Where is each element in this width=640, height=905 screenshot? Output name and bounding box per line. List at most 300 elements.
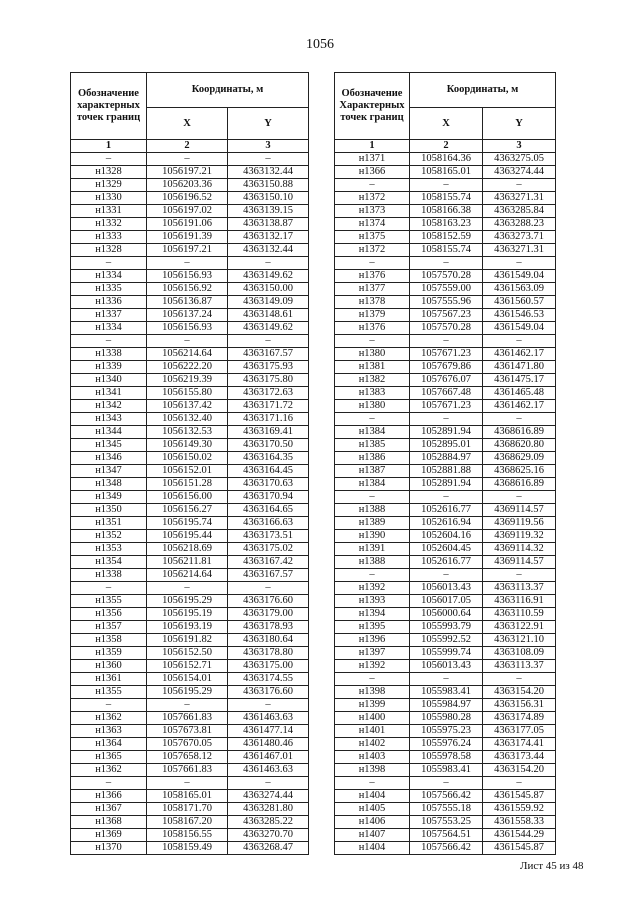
x-coordinate-cell: 1055980.28 xyxy=(410,712,483,725)
point-id-cell: – xyxy=(71,699,147,712)
point-id-cell: н1376 xyxy=(335,322,410,335)
point-id-cell: н1356 xyxy=(71,608,147,621)
table-row xyxy=(71,218,309,231)
x-coordinate-cell: 1056219.39 xyxy=(147,374,228,387)
y-coordinate-cell: – xyxy=(483,413,556,426)
table-row xyxy=(71,790,309,803)
point-id-cell: н1350 xyxy=(71,504,147,517)
point-id-cell: н1398 xyxy=(335,686,410,699)
table-row xyxy=(71,621,309,634)
y-coordinate-cell: 4363271.31 xyxy=(483,192,556,205)
point-id-cell: н1362 xyxy=(71,764,147,777)
point-id-cell: н1399 xyxy=(335,699,410,712)
point-id-cell: н1351 xyxy=(71,517,147,530)
y-coordinate-cell: 4368616.89 xyxy=(483,478,556,491)
table-row xyxy=(335,478,556,491)
table-row xyxy=(71,660,309,673)
y-coordinate-cell: 4363139.15 xyxy=(228,205,309,218)
y-coordinate-cell: 4363268.47 xyxy=(228,842,309,855)
point-id-cell: н1348 xyxy=(71,478,147,491)
y-coordinate-cell: 4363108.09 xyxy=(483,647,556,660)
y-coordinate-cell: 4363174.41 xyxy=(483,738,556,751)
point-id-cell: – xyxy=(71,257,147,270)
point-id-cell: н1358 xyxy=(71,634,147,647)
point-id-cell: н1373 xyxy=(335,205,410,218)
table-row xyxy=(71,816,309,829)
table-row xyxy=(71,205,309,218)
table-row xyxy=(335,374,556,387)
x-coordinate-cell: 1052891.94 xyxy=(410,478,483,491)
x-coordinate-cell: 1056150.02 xyxy=(147,452,228,465)
y-coordinate-cell: 4363154.20 xyxy=(483,686,556,699)
table-row xyxy=(71,257,309,270)
table-row xyxy=(335,465,556,478)
x-coordinate-cell: – xyxy=(410,179,483,192)
x-coordinate-cell: – xyxy=(410,257,483,270)
x-coordinate-cell: 1057566.42 xyxy=(410,790,483,803)
table-row xyxy=(335,452,556,465)
x-coordinate-cell: 1055984.97 xyxy=(410,699,483,712)
table-row xyxy=(335,270,556,283)
table-row xyxy=(71,348,309,361)
point-id-cell: н1352 xyxy=(71,530,147,543)
y-coordinate-cell: – xyxy=(483,179,556,192)
x-coordinate-cell: 1058152.59 xyxy=(410,231,483,244)
x-coordinate-cell: 1056013.43 xyxy=(410,660,483,673)
table-row xyxy=(335,322,556,335)
y-coordinate-cell: 4363121.10 xyxy=(483,634,556,647)
x-coordinate-cell: 1052616.77 xyxy=(410,504,483,517)
table-row xyxy=(335,712,556,725)
y-coordinate-cell: 4369114.32 xyxy=(483,543,556,556)
x-coordinate-cell: 1056195.29 xyxy=(147,686,228,699)
table-row xyxy=(335,699,556,712)
y-coordinate-cell: – xyxy=(483,335,556,348)
y-coordinate-cell: 4363274.44 xyxy=(228,790,309,803)
x-coordinate-cell: 1055999.74 xyxy=(410,647,483,660)
y-coordinate-cell: 4361560.57 xyxy=(483,296,556,309)
table-row xyxy=(335,686,556,699)
x-coordinate-cell: 1056197.21 xyxy=(147,166,228,179)
x-coordinate-cell: 1058156.55 xyxy=(147,829,228,842)
point-id-cell: н1392 xyxy=(335,582,410,595)
point-id-cell: н1404 xyxy=(335,790,410,803)
x-coordinate-cell: 1056191.06 xyxy=(147,218,228,231)
y-coordinate-cell: 4363170.50 xyxy=(228,439,309,452)
header-coordinates: Координаты, м xyxy=(147,73,309,108)
x-coordinate-cell: 1056152.71 xyxy=(147,660,228,673)
x-coordinate-cell: 1052616.94 xyxy=(410,517,483,530)
header-coordinates: Координаты, м xyxy=(410,73,556,108)
x-coordinate-cell: 1057555.96 xyxy=(410,296,483,309)
x-coordinate-cell: – xyxy=(410,569,483,582)
point-id-cell: – xyxy=(71,153,147,166)
point-id-cell: н1345 xyxy=(71,439,147,452)
table-row xyxy=(335,621,556,634)
y-coordinate-cell: 4361480.46 xyxy=(228,738,309,751)
x-coordinate-cell: 1058171.70 xyxy=(147,803,228,816)
x-coordinate-cell: 1052884.97 xyxy=(410,452,483,465)
table-row xyxy=(335,166,556,179)
x-coordinate-cell: 1056017.05 xyxy=(410,595,483,608)
y-coordinate-cell: 4363174.55 xyxy=(228,673,309,686)
y-coordinate-cell: 4363164.45 xyxy=(228,465,309,478)
point-id-cell: н1355 xyxy=(71,686,147,699)
y-coordinate-cell: 4363170.94 xyxy=(228,491,309,504)
point-id-cell: н1384 xyxy=(335,478,410,491)
point-id-cell: н1340 xyxy=(71,374,147,387)
table-row xyxy=(335,595,556,608)
x-coordinate-cell: 1057559.00 xyxy=(410,283,483,296)
y-coordinate-cell: 4363113.37 xyxy=(483,582,556,595)
x-coordinate-cell: 1056191.39 xyxy=(147,231,228,244)
y-coordinate-cell: – xyxy=(483,257,556,270)
y-coordinate-cell: 4363285.84 xyxy=(483,205,556,218)
point-id-cell: н1400 xyxy=(335,712,410,725)
y-coordinate-cell: 4363150.10 xyxy=(228,192,309,205)
header-x: X xyxy=(147,108,228,140)
point-id-cell: н1338 xyxy=(71,348,147,361)
point-id-cell: н1384 xyxy=(335,426,410,439)
x-coordinate-cell: 1057658.12 xyxy=(147,751,228,764)
y-coordinate-cell: 4363169.41 xyxy=(228,426,309,439)
y-coordinate-cell: 4361462.17 xyxy=(483,348,556,361)
table-row xyxy=(71,582,309,595)
point-id-cell: – xyxy=(71,335,147,348)
table-row xyxy=(335,179,556,192)
y-coordinate-cell: 4363270.70 xyxy=(228,829,309,842)
x-coordinate-cell: 1057676.07 xyxy=(410,374,483,387)
y-coordinate-cell: 4361467.01 xyxy=(228,751,309,764)
x-coordinate-cell: 1056195.44 xyxy=(147,530,228,543)
point-id-cell: н1341 xyxy=(71,387,147,400)
point-id-cell: н1367 xyxy=(71,803,147,816)
table-row xyxy=(71,413,309,426)
y-coordinate-cell: 4361463.63 xyxy=(228,712,309,725)
table-row xyxy=(335,400,556,413)
x-coordinate-cell: 1056197.02 xyxy=(147,205,228,218)
point-id-cell: н1372 xyxy=(335,192,410,205)
x-coordinate-cell: 1055978.58 xyxy=(410,751,483,764)
table-row xyxy=(335,634,556,647)
point-id-cell: н1336 xyxy=(71,296,147,309)
x-coordinate-cell: 1057671.23 xyxy=(410,348,483,361)
table-row xyxy=(335,660,556,673)
column-number: 3 xyxy=(483,140,556,153)
table-row xyxy=(335,257,556,270)
point-id-cell: н1395 xyxy=(335,621,410,634)
x-coordinate-cell: 1056203.36 xyxy=(147,179,228,192)
table-row xyxy=(335,816,556,829)
x-coordinate-cell: 1056136.87 xyxy=(147,296,228,309)
point-id-cell: н1362 xyxy=(71,712,147,725)
x-coordinate-cell: 1056214.64 xyxy=(147,348,228,361)
y-coordinate-cell: 4361559.92 xyxy=(483,803,556,816)
x-coordinate-cell: – xyxy=(147,335,228,348)
point-id-cell: н1372 xyxy=(335,244,410,257)
y-coordinate-cell: 4363175.00 xyxy=(228,660,309,673)
table-row xyxy=(335,829,556,842)
y-coordinate-cell: 4363116.91 xyxy=(483,595,556,608)
y-coordinate-cell: 4363154.20 xyxy=(483,764,556,777)
x-coordinate-cell: 1057673.81 xyxy=(147,725,228,738)
table-row xyxy=(71,426,309,439)
x-coordinate-cell: – xyxy=(147,777,228,790)
table-body-right xyxy=(335,153,556,855)
y-coordinate-cell: 4363164.35 xyxy=(228,452,309,465)
y-coordinate-cell: 4369119.56 xyxy=(483,517,556,530)
y-coordinate-cell: – xyxy=(228,335,309,348)
x-coordinate-cell: 1057555.18 xyxy=(410,803,483,816)
y-coordinate-cell: 4361545.87 xyxy=(483,842,556,855)
table-row xyxy=(335,673,556,686)
x-coordinate-cell: 1056156.00 xyxy=(147,491,228,504)
x-coordinate-cell: 1052616.77 xyxy=(410,556,483,569)
y-coordinate-cell: 4363176.60 xyxy=(228,686,309,699)
y-coordinate-cell: 4363138.87 xyxy=(228,218,309,231)
x-coordinate-cell: 1057564.51 xyxy=(410,829,483,842)
x-coordinate-cell: 1056152.01 xyxy=(147,465,228,478)
x-coordinate-cell: 1055992.52 xyxy=(410,634,483,647)
x-coordinate-cell: 1058165.01 xyxy=(147,790,228,803)
y-coordinate-cell: 4363110.59 xyxy=(483,608,556,621)
y-coordinate-cell: – xyxy=(483,673,556,686)
x-coordinate-cell: 1058163.23 xyxy=(410,218,483,231)
point-id-cell: н1338 xyxy=(71,569,147,582)
table-row xyxy=(71,842,309,855)
table-row xyxy=(71,439,309,452)
table-row xyxy=(335,803,556,816)
x-coordinate-cell: – xyxy=(410,777,483,790)
table-row xyxy=(71,179,309,192)
y-coordinate-cell: 4363173.51 xyxy=(228,530,309,543)
point-id-cell: н1375 xyxy=(335,231,410,244)
y-coordinate-cell: 4363273.71 xyxy=(483,231,556,244)
table-row xyxy=(335,582,556,595)
table-row xyxy=(335,205,556,218)
y-coordinate-cell: 4363132.17 xyxy=(228,231,309,244)
table-row xyxy=(335,153,556,166)
x-coordinate-cell: 1056137.24 xyxy=(147,309,228,322)
table-row xyxy=(71,491,309,504)
table-row xyxy=(335,764,556,777)
y-coordinate-cell: 4363122.91 xyxy=(483,621,556,634)
table-row xyxy=(71,361,309,374)
table-row xyxy=(71,543,309,556)
table-row xyxy=(71,296,309,309)
table-row xyxy=(71,322,309,335)
point-id-cell: н1335 xyxy=(71,283,147,296)
y-coordinate-cell: 4361465.48 xyxy=(483,387,556,400)
table-row xyxy=(335,296,556,309)
point-id-cell: – xyxy=(71,582,147,595)
table-row xyxy=(71,829,309,842)
table-row xyxy=(71,166,309,179)
table-row xyxy=(335,426,556,439)
table-row xyxy=(71,803,309,816)
y-coordinate-cell: 4363164.65 xyxy=(228,504,309,517)
table-row xyxy=(71,751,309,764)
point-id-cell: н1365 xyxy=(71,751,147,764)
x-coordinate-cell: 1058155.74 xyxy=(410,192,483,205)
point-id-cell: н1361 xyxy=(71,673,147,686)
y-coordinate-cell: 4363177.05 xyxy=(483,725,556,738)
table-row xyxy=(335,517,556,530)
y-coordinate-cell: 4363132.44 xyxy=(228,166,309,179)
x-coordinate-cell: 1052895.01 xyxy=(410,439,483,452)
x-coordinate-cell: 1057553.25 xyxy=(410,816,483,829)
y-coordinate-cell: 4363167.57 xyxy=(228,569,309,582)
x-coordinate-cell: 1058167.20 xyxy=(147,816,228,829)
table-row xyxy=(71,192,309,205)
y-coordinate-cell: 4361544.29 xyxy=(483,829,556,842)
point-id-cell: – xyxy=(335,569,410,582)
point-id-cell: – xyxy=(335,491,410,504)
y-coordinate-cell: – xyxy=(228,153,309,166)
x-coordinate-cell: 1057670.05 xyxy=(147,738,228,751)
y-coordinate-cell: 4363175.02 xyxy=(228,543,309,556)
y-coordinate-cell: 4368625.16 xyxy=(483,465,556,478)
y-coordinate-cell: 4363149.62 xyxy=(228,270,309,283)
y-coordinate-cell: 4363274.44 xyxy=(483,166,556,179)
y-coordinate-cell: 4363150.00 xyxy=(228,283,309,296)
y-coordinate-cell: 4369119.32 xyxy=(483,530,556,543)
point-id-cell: н1347 xyxy=(71,465,147,478)
table-row xyxy=(335,283,556,296)
point-id-cell: н1382 xyxy=(335,374,410,387)
table-row xyxy=(71,309,309,322)
table-body-left xyxy=(71,153,309,855)
table-row xyxy=(335,361,556,374)
x-coordinate-cell: – xyxy=(410,491,483,504)
y-coordinate-cell: 4361477.14 xyxy=(228,725,309,738)
point-id-cell: – xyxy=(335,777,410,790)
header-y: Y xyxy=(228,108,309,140)
table-row xyxy=(71,569,309,582)
column-number: 3 xyxy=(228,140,309,153)
coordinates-table-left xyxy=(70,72,309,855)
x-coordinate-cell: 1057661.83 xyxy=(147,712,228,725)
table-row xyxy=(335,218,556,231)
x-coordinate-cell: 1056154.01 xyxy=(147,673,228,686)
point-id-cell: н1388 xyxy=(335,556,410,569)
x-coordinate-cell: 1055983.41 xyxy=(410,686,483,699)
point-id-cell: н1406 xyxy=(335,816,410,829)
point-id-cell: н1397 xyxy=(335,647,410,660)
y-coordinate-cell: 4363156.31 xyxy=(483,699,556,712)
x-coordinate-cell: 1052891.94 xyxy=(410,426,483,439)
point-id-cell: н1396 xyxy=(335,634,410,647)
y-coordinate-cell: 4361549.04 xyxy=(483,322,556,335)
point-id-cell: н1353 xyxy=(71,543,147,556)
point-id-cell: н1389 xyxy=(335,517,410,530)
y-coordinate-cell: 4363173.44 xyxy=(483,751,556,764)
y-coordinate-cell: 4363170.63 xyxy=(228,478,309,491)
point-id-cell: н1381 xyxy=(335,361,410,374)
point-id-cell: н1343 xyxy=(71,413,147,426)
table-row xyxy=(335,309,556,322)
x-coordinate-cell: 1058164.36 xyxy=(410,153,483,166)
y-coordinate-cell: 4363148.61 xyxy=(228,309,309,322)
y-coordinate-cell: 4363150.88 xyxy=(228,179,309,192)
x-coordinate-cell: 1056156.92 xyxy=(147,283,228,296)
table-row xyxy=(335,725,556,738)
table-row xyxy=(71,517,309,530)
point-id-cell: н1380 xyxy=(335,400,410,413)
y-coordinate-cell: 4363178.80 xyxy=(228,647,309,660)
point-id-cell: н1342 xyxy=(71,400,147,413)
y-coordinate-cell: 4363275.05 xyxy=(483,153,556,166)
x-coordinate-cell: 1056195.29 xyxy=(147,595,228,608)
point-id-cell: н1402 xyxy=(335,738,410,751)
table-row xyxy=(335,335,556,348)
point-id-cell: н1346 xyxy=(71,452,147,465)
point-id-cell: н1370 xyxy=(71,842,147,855)
table-row xyxy=(71,712,309,725)
point-id-cell: н1371 xyxy=(335,153,410,166)
table-row xyxy=(335,543,556,556)
point-id-cell: н1405 xyxy=(335,803,410,816)
point-id-cell: н1333 xyxy=(71,231,147,244)
x-coordinate-cell: 1058166.38 xyxy=(410,205,483,218)
y-coordinate-cell: 4361545.87 xyxy=(483,790,556,803)
point-id-cell: н1387 xyxy=(335,465,410,478)
column-number: 1 xyxy=(71,140,147,153)
table-row xyxy=(335,244,556,257)
point-id-cell: – xyxy=(335,179,410,192)
table-row xyxy=(71,478,309,491)
y-coordinate-cell: 4363166.63 xyxy=(228,517,309,530)
table-row xyxy=(335,569,556,582)
x-coordinate-cell: 1057667.48 xyxy=(410,387,483,400)
y-coordinate-cell: 4363149.62 xyxy=(228,322,309,335)
table-row xyxy=(71,673,309,686)
y-coordinate-cell: 4368629.09 xyxy=(483,452,556,465)
point-id-cell: н1385 xyxy=(335,439,410,452)
x-coordinate-cell: 1056156.93 xyxy=(147,322,228,335)
y-coordinate-cell: 4363178.93 xyxy=(228,621,309,634)
point-id-cell: н1388 xyxy=(335,504,410,517)
x-coordinate-cell: 1056013.43 xyxy=(410,582,483,595)
table-row xyxy=(71,504,309,517)
x-coordinate-cell: 1056156.93 xyxy=(147,270,228,283)
y-coordinate-cell: – xyxy=(228,699,309,712)
x-coordinate-cell: 1057567.23 xyxy=(410,309,483,322)
header-point-designation: Обозначение Характерных точек границ xyxy=(335,73,410,140)
point-id-cell: н1354 xyxy=(71,556,147,569)
point-id-cell: н1374 xyxy=(335,218,410,231)
x-coordinate-cell: 1055983.41 xyxy=(410,764,483,777)
y-coordinate-cell: 4361463.63 xyxy=(228,764,309,777)
coordinates-table-right xyxy=(334,72,556,855)
x-coordinate-cell: 1057570.28 xyxy=(410,270,483,283)
table-row xyxy=(71,387,309,400)
x-coordinate-cell: – xyxy=(410,335,483,348)
point-id-cell: н1377 xyxy=(335,283,410,296)
x-coordinate-cell: 1056193.19 xyxy=(147,621,228,634)
table-row xyxy=(71,153,309,166)
point-id-cell: н1368 xyxy=(71,816,147,829)
table-row xyxy=(71,283,309,296)
table-row xyxy=(71,777,309,790)
x-coordinate-cell: 1056155.80 xyxy=(147,387,228,400)
table-row xyxy=(71,400,309,413)
x-coordinate-cell: 1057661.83 xyxy=(147,764,228,777)
table-row xyxy=(335,504,556,517)
table-row xyxy=(71,647,309,660)
point-id-cell: н1378 xyxy=(335,296,410,309)
x-coordinate-cell: 1055976.24 xyxy=(410,738,483,751)
